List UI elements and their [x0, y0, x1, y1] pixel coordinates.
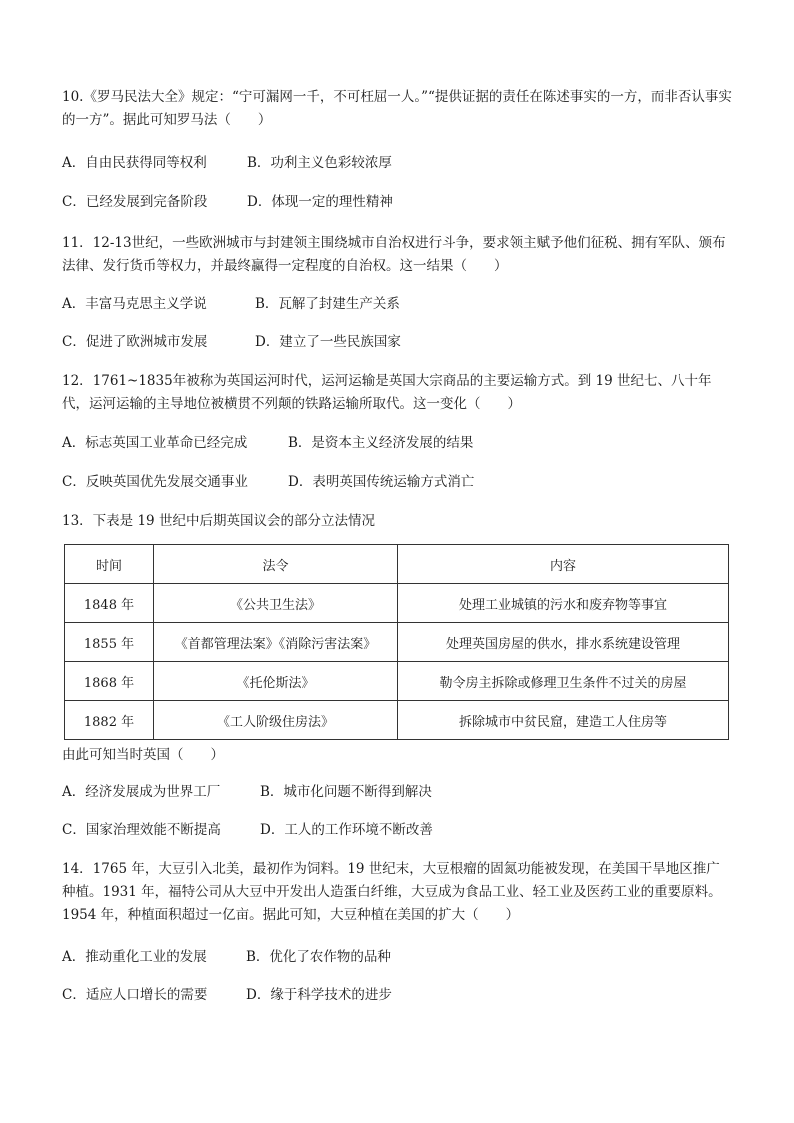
option-a[interactable]: A．经济发展成为世界工厂 — [62, 784, 221, 800]
option-d[interactable]: D．建立了一些民族国家 — [255, 334, 401, 350]
question-12-options-ab — [62, 433, 473, 453]
option-c[interactable]: C．已经发展到完备阶段 — [62, 194, 208, 210]
option-c[interactable]: C．促进了欧洲城市发展 — [62, 334, 208, 350]
table-header-time: 时间 — [65, 545, 154, 584]
option-c[interactable]: C．适应人口增长的需要 — [62, 987, 208, 1003]
question-13-stem: 13．下表是 19 世纪中后期英国议会的部分立法情况 — [62, 513, 375, 529]
table-row — [65, 701, 729, 740]
question-11-options-ab — [62, 294, 400, 314]
option-c[interactable]: C．反映英国优先发展交通事业 — [62, 474, 248, 490]
table-cell-time: 1855 年 — [65, 623, 154, 662]
question-12-stem: 12．1761~1835年被称为英国运河时代，运河运输是英国大宗商品的主要运输方式。到 19 世纪七、八十年代，运河运输的主导地位被横贯不列颠的铁路运输所取代。这一变化（ ） — [62, 373, 712, 412]
table-cell-law: 《公共卫生法》 — [154, 584, 398, 623]
question-11-stem: 11．12-13世纪，一些欧洲城市与封建领主围绕城市自治权进行斗争，要求领主赋予他们征税、拥有军队、颁布法律、发行货币等权力，并最终赢得一定程度的自治权。这一结果（ ） — [62, 235, 726, 274]
option-a[interactable]: A．推动重化工业的发展 — [62, 949, 207, 965]
option-a[interactable]: A．标志英国工业革命已经完成 — [62, 435, 248, 451]
table-row — [65, 584, 729, 623]
option-d[interactable]: D．体现一定的理性精神 — [247, 194, 393, 210]
option-b[interactable]: B．瓦解了封建生产关系 — [255, 296, 400, 312]
table-cell-time: 1868 年 — [65, 662, 154, 701]
question-11-options-cd — [62, 332, 401, 352]
table-cell-content: 处理工业城镇的污水和废弃物等事宜 — [398, 584, 729, 623]
table-header-row — [65, 545, 729, 584]
option-b[interactable]: B．功利主义色彩较浓厚 — [247, 155, 392, 171]
question-10-stem: 10.《罗马民法大全》规定：“宁可漏网一千，不可枉屈一人。”“提供证据的责任在陈述事实的一方，而非否认事实的一方”。据此可知罗马法（ ） — [62, 89, 732, 128]
question-14-options-ab — [62, 947, 391, 967]
question-10-options-ab — [62, 153, 392, 173]
option-a[interactable]: A．自由民获得同等权利 — [62, 155, 207, 171]
question-13-options-ab — [62, 782, 432, 802]
table-cell-law: 《托伦斯法》 — [154, 662, 398, 701]
table-cell-time: 1882 年 — [65, 701, 154, 740]
question-10-options-cd — [62, 192, 393, 212]
table-cell-content: 处理英国房屋的供水，排水系统建设管理 — [398, 623, 729, 662]
option-d[interactable]: D．工人的工作环境不断改善 — [260, 822, 433, 838]
question-14-stem: 14．1765 年，大豆引入北美，最初作为饲料。19 世纪末，大豆根瘤的固氮功能被发现，在美国干旱地区推广种植。1931 年，福特公司从大豆中开发出人造蛋白纤维，大豆成为食品工业、轻工业及医药工业的重要原料。1954 年，种植面积超过一亿亩。据此可知，大豆种植在美国的扩大（ ） — [62, 861, 722, 923]
option-b[interactable]: B．城市化问题不断得到解决 — [260, 784, 432, 800]
option-b[interactable]: B．是资本主义经济发展的结果 — [288, 435, 474, 451]
table-cell-content: 勒令房主拆除或修理卫生条件不过关的房屋 — [398, 662, 729, 701]
table-cell-law: 《首都管理法案》《消除污害法案》 — [154, 623, 398, 662]
option-c[interactable]: C．国家治理效能不断提高 — [62, 822, 221, 838]
question-14-options-cd — [62, 985, 392, 1005]
option-d[interactable]: D．表明英国传统运输方式消亡 — [288, 474, 475, 490]
legislation-table — [64, 544, 729, 740]
option-a[interactable]: A．丰富马克思主义学说 — [62, 296, 207, 312]
table-cell-time: 1848 年 — [65, 584, 154, 623]
question-12-options-cd — [62, 472, 474, 492]
option-b[interactable]: B．优化了农作物的品种 — [246, 949, 391, 965]
table-cell-law: 《工人阶级住房法》 — [154, 701, 398, 740]
table-row — [65, 662, 729, 701]
table-cell-content: 拆除城市中贫民窟，建造工人住房等 — [398, 701, 729, 740]
question-13-options-cd — [62, 820, 433, 840]
table-row — [65, 623, 729, 662]
table-header-law: 法令 — [154, 545, 398, 584]
table-header-content: 内容 — [398, 545, 729, 584]
question-13-prompt: 由此可知当时英国（ ） — [62, 747, 224, 763]
option-d[interactable]: D．缘于科学技术的进步 — [246, 987, 392, 1003]
